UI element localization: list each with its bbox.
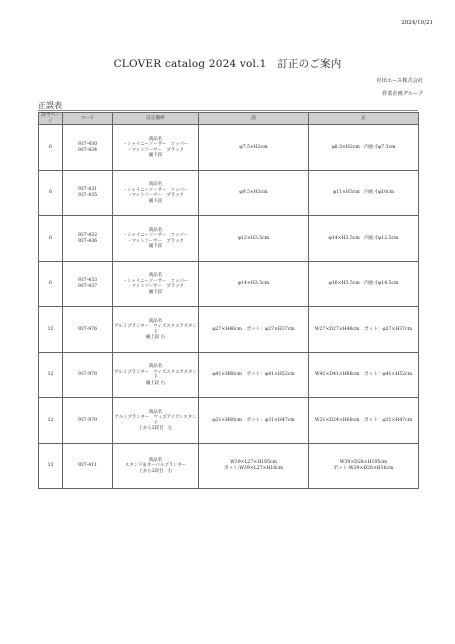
header-correction: 訂正箇所 [113,113,199,125]
code-cell-line: 937-976 [77,326,98,332]
code-cell [63,261,113,307]
page-cell-line: 6 [49,235,52,241]
header-code: コード [63,113,113,125]
right-cell [309,307,419,353]
wrong-cell-line: φ41×H66cm ポット：φ41×H52cm [212,372,295,378]
table-header-row [39,113,419,125]
table-body [39,125,419,489]
page-cell-line: 6 [49,281,52,287]
correction-cell-line: ・シャイニーソーサー コッパー [122,187,189,193]
correction-cell-line: 級上段 右 [146,380,165,386]
correction-cell [113,261,199,307]
right-cell-line: φ16×H3.5cm 内底寸φ14.5cm [328,281,399,287]
correction-cell-line: 上から2段目 左 [138,426,173,432]
correction-cell-line: ・マットソーサー ブラック [127,147,184,153]
group-name: 営業企画グループ [381,91,423,97]
section-title: 正誤表 [38,101,62,110]
code-cell-line: 937-436 [77,238,98,244]
wrong-cell-line: φ27×H46cm ポット：φ27×H37cm [212,326,295,332]
table-row [39,261,419,307]
correction-cell-line: 商品名 [148,227,163,233]
right-cell-line: W31×D24×H60cm ポット：φ31×H47cm [314,417,413,423]
right-cell [309,170,419,216]
wrong-cell-line: φ14×H3.5cm [237,281,270,287]
right-cell [309,261,419,307]
code-cell [63,216,113,262]
table-row [39,216,419,262]
wrong-cell [199,125,309,171]
document-date: 2024/10/21 [401,20,433,26]
correction-cell-line: 商品名 [148,182,163,188]
correction-cell-line: アルミプランター ウィズスクエアスタン [114,324,197,330]
header-page: 該当ページ [39,113,63,125]
table-row [39,398,419,444]
errata-table [38,112,419,489]
page-cell [39,261,63,307]
correction-cell [113,398,199,444]
correction-cell-line: アルミプランター ウィズスクエアスタン [114,369,197,375]
code-cell [63,307,113,353]
table-row [39,352,419,398]
correction-cell-line: 商品名 [148,364,163,370]
page-cell-line: 12 [47,326,54,332]
correction-cell [113,170,199,216]
correction-cell-line: アルミプランター ウィズアイアンスタン [114,415,197,421]
right-cell-line: ポット:W39×D28×H16cm [333,466,394,472]
page-cell-line: 12 [47,417,54,423]
correction-cell-line: 級上段 右 [146,335,165,341]
correction-cell-line: ・シャイニーソーサー コッパー [122,142,189,148]
code-cell [63,170,113,216]
wrong-cell [199,216,309,262]
correction-cell-line: ・マットソーサー ブラック [127,238,184,244]
wrong-cell [199,170,309,216]
page-cell [39,352,63,398]
code-cell-line: 937-431 [77,187,98,193]
correction-cell-line: ド [153,329,158,335]
wrong-cell [199,443,309,489]
table-row [39,307,419,353]
wrong-cell-line: φ9.5×H3cm [239,190,268,196]
correction-cell-line: ・マットソーサー ブラック [127,284,184,290]
right-cell [309,398,419,444]
header-wrong: 誤 [199,113,309,125]
code-cell-line: 937-979 [77,417,98,423]
wrong-cell-line: φ31×H60cm ポット：φ31×H47cm [212,417,295,423]
correction-cell-line: ド [153,420,158,426]
wrong-cell [199,307,309,353]
right-cell [309,352,419,398]
right-cell [309,216,419,262]
correction-cell-line: ド [153,375,158,381]
page-cell-line: 6 [49,190,52,196]
wrong-cell-line: φ7.5×H2cm [239,144,268,150]
correction-cell [113,125,199,171]
code-cell-line: 937-435 [77,193,98,199]
page-cell [39,398,63,444]
code-cell-line: 937-430 [77,141,98,147]
code-cell [63,125,113,171]
correction-cell-line: 商品名 [148,136,163,142]
correction-cell [113,307,199,353]
correction-cell-line: 商品名 [148,409,163,415]
code-cell-line: 937-978 [77,372,98,378]
code-cell [63,443,113,489]
code-cell-line: 937-433 [77,278,98,284]
correction-cell-line: 商品名 [148,273,163,279]
wrong-cell-line: ポット:W39×L27×H16cm [223,466,284,472]
table-row [39,443,419,489]
right-cell-line: W39×D28×H105cm [339,460,388,466]
company-name: 杉田エース株式会社 [376,78,423,84]
correction-cell-line: 上から2段目 右 [138,468,173,474]
code-cell-line: 937-411 [77,463,98,469]
correction-cell [113,352,199,398]
page-cell [39,216,63,262]
correction-cell-line: ・シャイニーソーサー コッパー [122,278,189,284]
correction-cell-line: 級下段 [148,289,163,295]
wrong-cell [199,352,309,398]
code-cell-line: 937-432 [77,232,98,238]
page-cell-line: 12 [47,372,54,378]
right-cell [309,443,419,489]
table-row [39,170,419,216]
code-cell [63,352,113,398]
correction-cell [113,443,199,489]
right-cell-line: φ14×H3.5cm 内底寸φ12.5cm [328,235,399,241]
right-cell-line: φ8.3×H2cm 内底寸φ7.3cm [331,144,396,150]
correction-cell-line: 商品名 [148,457,163,463]
header-right: 正 [309,113,419,125]
correction-cell-line: ・マットソーサー ブラック [127,193,184,199]
correction-cell-line: 級下段 [148,153,163,159]
correction-cell-line: ・シャイニーソーサー コッパー [122,233,189,239]
page-title: CLOVER catalog 2024 vol.1 訂正のご案内 [113,58,342,70]
correction-cell-line: 級下段 [148,198,163,204]
right-cell [309,125,419,171]
page-cell [39,125,63,171]
table-row [39,125,419,171]
wrong-cell-line: W39×L27×H105cm [230,460,277,466]
correction-cell-line: スタンド＆オーバルプランター [124,463,187,469]
code-cell [63,398,113,444]
right-cell-line: W41×D41×H66cm ポット：φ41×H52cm [314,372,413,378]
correction-cell [113,216,199,262]
code-cell-line: 937-434 [77,147,98,153]
wrong-cell [199,398,309,444]
correction-cell-line: 級下段 [148,244,163,250]
page-cell-line: 13 [47,463,54,469]
right-cell-line: W27×D27×H46cm ポット：φ27×H37cm [314,326,413,332]
page-cell [39,170,63,216]
wrong-cell-line: φ12×H3.5cm [237,235,270,241]
page-cell [39,307,63,353]
wrong-cell [199,261,309,307]
code-cell-line: 937-437 [77,284,98,290]
section-underline [38,110,418,111]
page-cell [39,443,63,489]
correction-cell-line: 商品名 [148,318,163,324]
right-cell-line: φ11×H3cm 内底寸φ10cm [332,190,395,196]
page-cell-line: 6 [49,144,52,150]
